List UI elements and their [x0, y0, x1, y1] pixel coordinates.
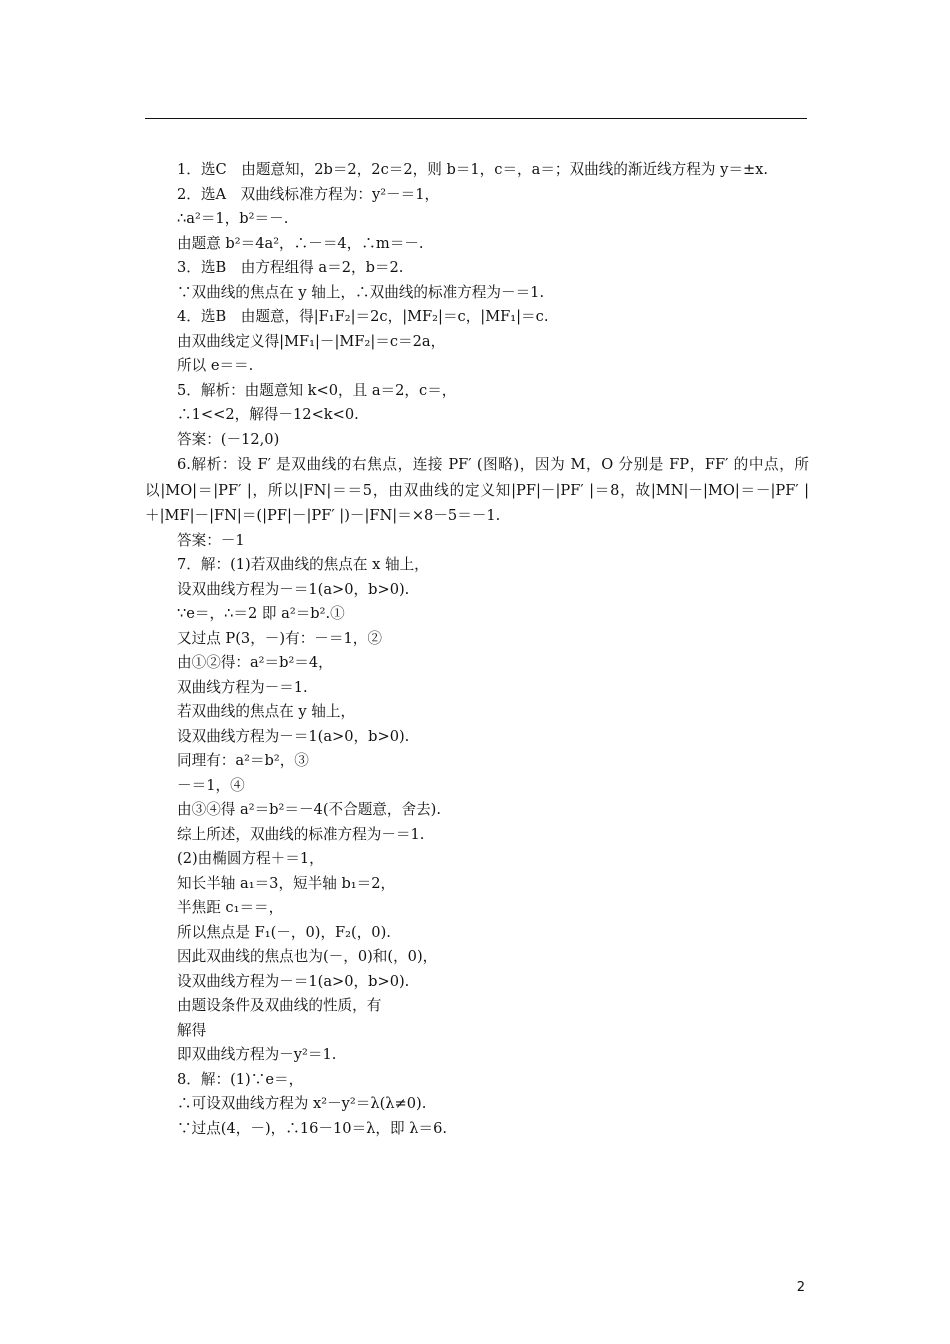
- text-line: 若双曲线的焦点在 y 轴上，: [177, 703, 356, 720]
- text-line: 答案：－1: [177, 531, 245, 549]
- text-line: ∵e＝，∴＝2 即 a²＝b².①: [177, 605, 345, 622]
- text-line: 4．选B 由题意，得|F₁F₂|＝2c，|MF₂|＝c，|MF₁|＝c.: [177, 308, 549, 325]
- text-line: 因此双曲线的焦点也为(－，0)和(，0)，: [177, 948, 438, 965]
- text-line: 由题设条件及双曲线的性质，有: [177, 997, 382, 1014]
- page-number: 2: [796, 1280, 805, 1295]
- text-line: ∴a²＝1，b²＝－.: [177, 210, 289, 227]
- text-line: (2)由椭圆方程＋＝1，: [177, 850, 324, 867]
- solution-body: [145, 158, 809, 1141]
- text-line: ∴1<<2，解得－12<k<0.: [177, 406, 359, 423]
- text-line: 解得: [177, 1021, 207, 1039]
- text-line: 1．选C 由题意知，2b＝2，2c＝2，则 b＝1，c＝，a＝；双曲线的渐近线方程为 y＝±x.: [177, 161, 769, 178]
- text-line: 由题意 b²＝4a²，∴－＝4，∴m＝－.: [177, 234, 424, 252]
- text-line: 同理有：a²＝b²，③: [177, 752, 309, 769]
- text-line: 设双曲线方程为－＝1(a>0，b>0).: [177, 727, 410, 745]
- text-line: 综上所述，双曲线的标准方程为－＝1.: [177, 825, 425, 843]
- text-line: ∵双曲线的焦点在 y 轴上，∴双曲线的标准方程为－＝1.: [177, 283, 545, 301]
- text-line: 半焦距 c₁＝＝，: [177, 899, 284, 916]
- text-line: 由①②得：a²＝b²＝4，: [177, 654, 333, 671]
- text-line: 2．选A 双曲线标准方程为：y²－＝1，: [177, 185, 440, 203]
- text-line: 5．解析：由题意知 k<0，且 a＝2，c＝，: [177, 381, 457, 399]
- text-line: 设双曲线方程为－＝1(a>0，b>0).: [177, 580, 410, 598]
- text-line: 所以 e＝＝.: [177, 357, 254, 374]
- text-line: 8．解：(1)∵e＝，: [177, 1070, 304, 1088]
- text-line: 7．解：(1)若双曲线的焦点在 x 轴上，: [177, 556, 429, 573]
- text-line: 设双曲线方程为－＝1(a>0，b>0).: [177, 972, 410, 990]
- text-line: 即双曲线方程为－y²＝1.: [177, 1046, 337, 1063]
- text-line: 又过点 P(3，－)有：－＝1，②: [177, 629, 382, 647]
- text-line: 由双曲线定义得|MF₁|－|MF₂|＝c＝2a，: [177, 332, 446, 350]
- text-line: 答案：(－12,0): [177, 430, 280, 448]
- text-line: 3．选B 由方程组得 a＝2，b＝2.: [177, 259, 404, 276]
- text-line: ∴可设双曲线方程为 x²－y²＝λ(λ≠0).: [177, 1095, 427, 1112]
- text-line: ∵过点(4，－)，∴16－10＝λ，即 λ＝6.: [177, 1119, 447, 1137]
- header-rule: [145, 118, 807, 119]
- text-line: 所以焦点是 F₁(－，0)，F₂(，0).: [177, 923, 391, 941]
- text-line: 双曲线方程为－＝1.: [177, 678, 308, 696]
- problem-6-paragraph: 6.解析：设 F′ 是双曲线的右焦点，连接 PF′ (图略)，因为 M，O 分别是 FP，FF′ 的中点，所以|MO|＝|PF′ |，所以|FN|＝＝5，由双曲线的定义知|PF|－|PF′ |＝8，故|MN|－|MO|＝－|PF′ |＋|MF|－|FN|＝(|PF|－|PF′ |)－|FN|＝×8－5＝－1.: [145, 456, 809, 524]
- text-line: 知长半轴 a₁＝3，短半轴 b₁＝2，: [177, 874, 396, 892]
- text-line: 由③④得 a²＝b²＝－4(不合题意，舍去).: [177, 801, 442, 818]
- text-line: －＝1，④: [177, 776, 245, 794]
